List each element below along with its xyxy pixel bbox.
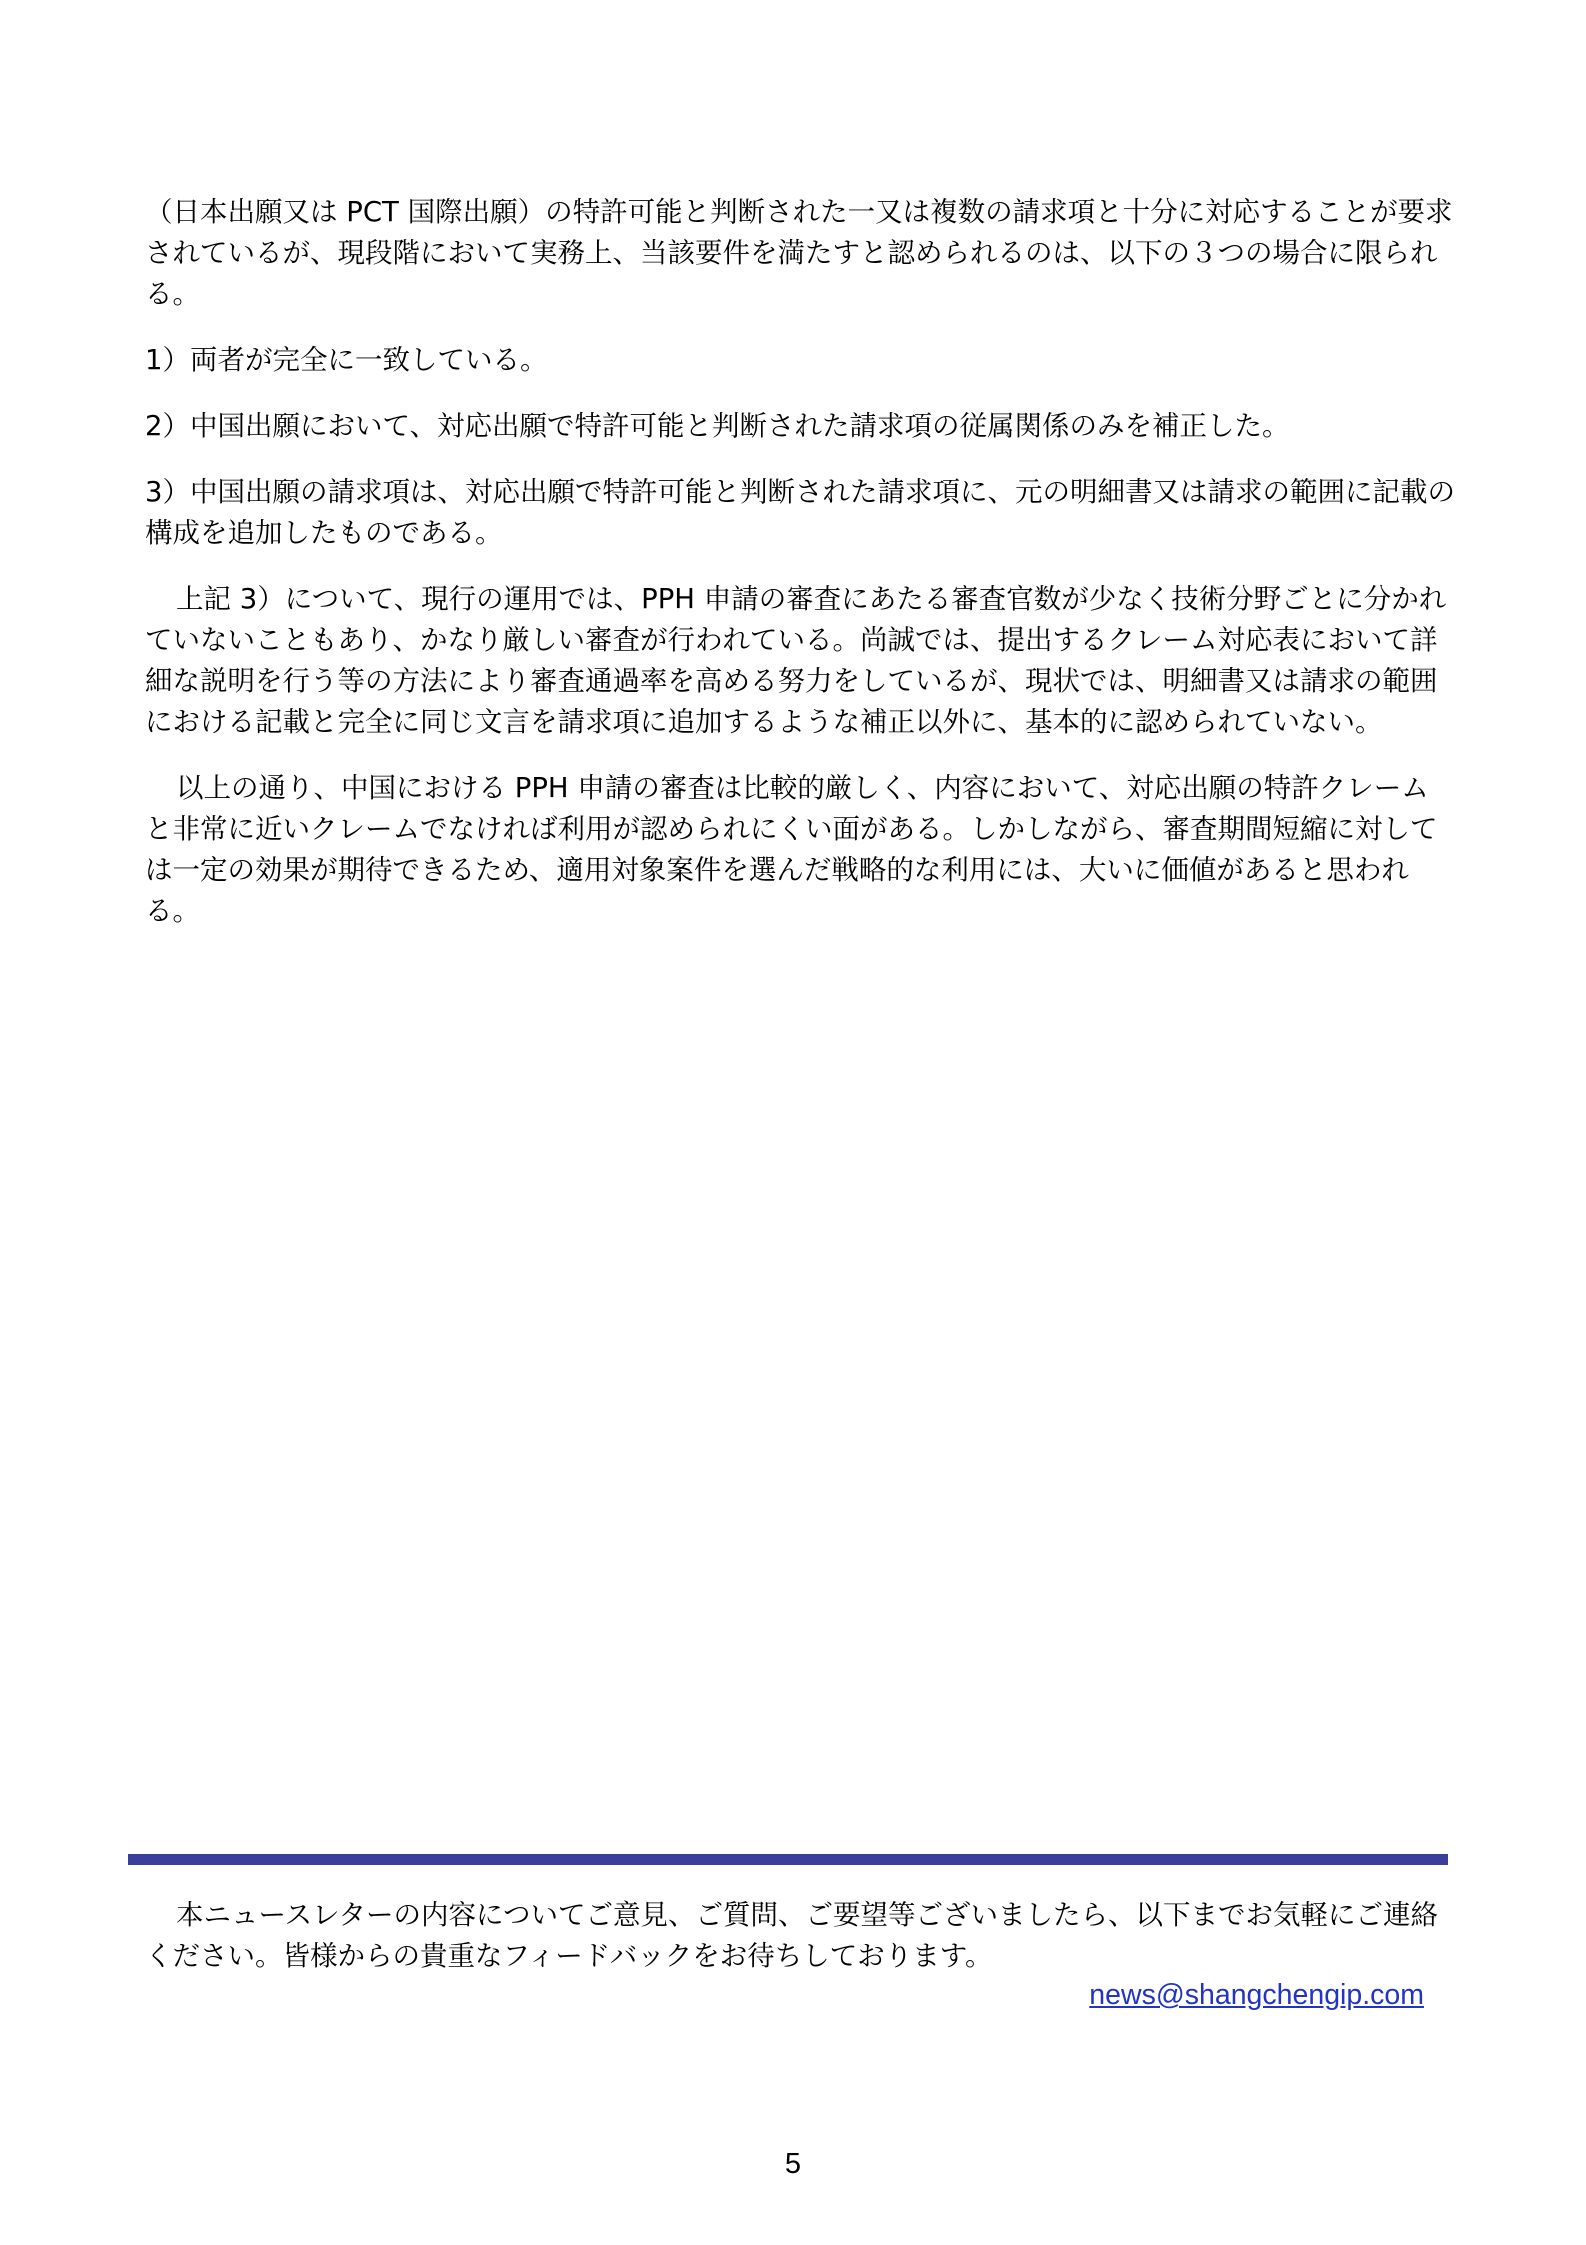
paragraph-case-2: 2）中国出願において、対応出願で特許可能と判断された請求項の従属関係のみを補正した。 — [145, 410, 1290, 442]
paragraph-case-3: 3）中国出願の請求項は、対応出願で特許可能と判断された請求項に、元の明細書又は請求の範囲に記載の構成を追加したものである。 — [145, 476, 1455, 549]
footer-message-block — [145, 1895, 1455, 1977]
paragraph-current-practice: 上記 3）について、現行の運用では、PPH 申請の審査にあたる審査官数が少なく技術分野ごとに分かれていないこともあり、かなり厳しい審査が行われている。尚誠では、提出するクレーム対応表において詳細な説明を行う等の方法により審査通過率を高める努力をしているが、現状では、明細書又は請求の範囲における記載と完全に同じ文言を請求項に追加するような補正以外に、基本的に認められていない。 — [145, 583, 1447, 738]
paragraph-requirement: （日本出願又は PCT 国際出願）の特許可能と判断された一又は複数の請求項と十分に対応することが要求されているが、現段階において実務上、当該要件を満たすと認められるのは、以下の３つの場合に限られる。 — [145, 196, 1453, 310]
body-text — [145, 192, 1455, 957]
paragraph-conclusion: 以上の通り、中国における PPH 申請の審査は比較的厳しく、内容において、対応出願の特許クレームと非常に近いクレームでなければ利用が認められにくい面がある。しかしながら、審査期間短縮に対しては一定の効果が期待できるため、適用対象案件を選んだ戦略的な利用には、大いに価値があると思われる。 — [145, 772, 1438, 927]
contact-email-link[interactable]: news@shangchengip.com — [1089, 1979, 1424, 2011]
paragraph-case-1: 1）両者が完全に一致している。 — [145, 344, 548, 376]
footer-message: 本ニュースレターの内容についてご意見、ご質問、ご要望等ございましたら、以下までお気軽にご連絡ください。皆様からの貴重なフィードバックをお待ちしております。 — [145, 1899, 1438, 1972]
contact-email-line — [1089, 1975, 1424, 2016]
footer-divider — [128, 1854, 1448, 1865]
page-number: 5 — [784, 2148, 802, 2180]
